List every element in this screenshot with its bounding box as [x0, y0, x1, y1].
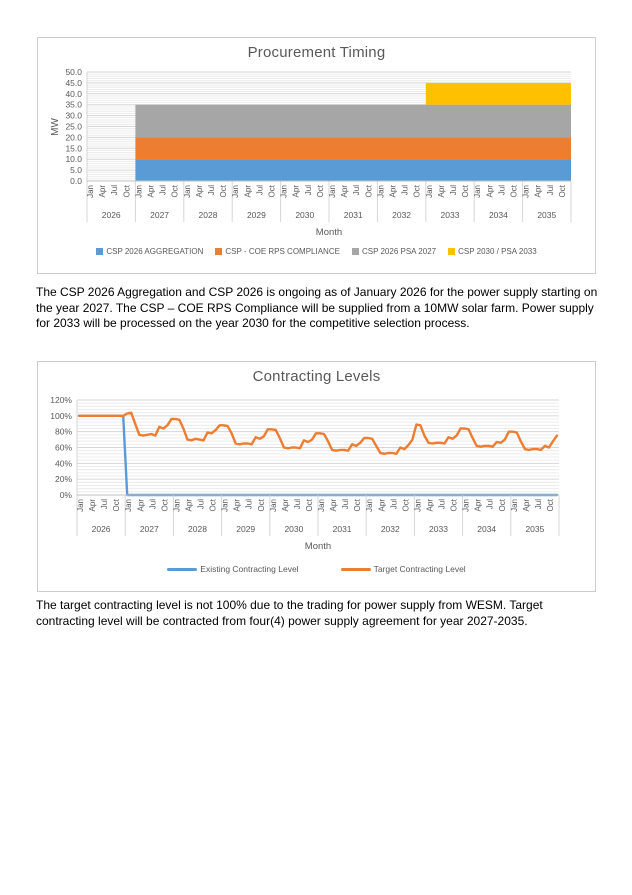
- svg-text:2034: 2034: [488, 210, 508, 220]
- svg-text:0.0: 0.0: [70, 176, 82, 186]
- svg-text:Apr: Apr: [88, 499, 98, 512]
- legend-swatch: [352, 248, 359, 255]
- svg-text:Apr: Apr: [146, 185, 156, 198]
- svg-text:45.0: 45.0: [65, 77, 82, 88]
- svg-text:Apr: Apr: [194, 185, 204, 198]
- svg-text:Apr: Apr: [98, 185, 108, 198]
- legend-label: CSP - COE RPS COMPLIANCE: [225, 247, 340, 256]
- legend-swatch: [448, 248, 455, 255]
- svg-text:Oct: Oct: [208, 499, 218, 512]
- legend-item: [352, 247, 436, 256]
- svg-text:2033: 2033: [440, 210, 460, 220]
- svg-text:35.0: 35.0: [65, 99, 82, 110]
- svg-text:Apr: Apr: [425, 499, 435, 512]
- svg-text:Jan: Jan: [509, 499, 519, 512]
- svg-text:Oct: Oct: [267, 185, 277, 198]
- svg-text:2034: 2034: [477, 524, 497, 534]
- legend-item: [215, 247, 340, 256]
- legend-swatch: [96, 248, 103, 255]
- procurement-caption: The CSP 2026 Aggregation and CSP 2026 is ongoing as of January 2026 for the power supply starting on the year 2027. The CSP – COE RPS Compliance will be supplied from a 10MW solar farm. Power supply for 2033 will be processed on the year 2030 for the competitive selection process.: [36, 285, 598, 331]
- svg-text:Jan: Jan: [376, 185, 386, 198]
- svg-text:Oct: Oct: [546, 499, 555, 512]
- svg-text:2035: 2035: [525, 524, 545, 534]
- svg-text:Jul: Jul: [485, 499, 495, 510]
- svg-text:Jan: Jan: [182, 185, 192, 198]
- svg-text:Month: Month: [315, 227, 343, 238]
- svg-text:40.0: 40.0: [65, 88, 82, 99]
- svg-text:Month: Month: [304, 541, 332, 552]
- contracting-levels-title: Contracting Levels: [252, 368, 381, 385]
- legend-swatch: [215, 248, 222, 255]
- svg-text:Apr: Apr: [436, 185, 446, 198]
- legend-swatch: [341, 568, 371, 571]
- svg-text:Apr: Apr: [184, 499, 194, 512]
- svg-text:Jan: Jan: [76, 499, 85, 512]
- svg-text:Jul: Jul: [497, 185, 507, 196]
- svg-text:Jan: Jan: [424, 185, 434, 198]
- legend-label: CSP 2026 AGGREGATION: [106, 247, 204, 256]
- svg-text:80%: 80%: [54, 426, 72, 437]
- svg-text:Apr: Apr: [377, 499, 387, 512]
- svg-text:2029: 2029: [246, 210, 266, 220]
- contracting-levels-chart: [37, 361, 596, 592]
- svg-text:Oct: Oct: [315, 185, 325, 198]
- svg-text:Oct: Oct: [509, 185, 519, 198]
- contracting-caption: The target contracting level is not 100% due to the trading for power supply from WESM. Target contracting level will be contracted from four(4) power supply agreement for year 2027-2035.: [36, 598, 543, 628]
- legend-item: [167, 564, 298, 574]
- svg-text:Jul: Jul: [244, 499, 254, 510]
- svg-text:2026: 2026: [101, 210, 121, 220]
- svg-text:Jan: Jan: [279, 185, 289, 198]
- svg-text:Jan: Jan: [231, 185, 241, 198]
- svg-text:20.0: 20.0: [65, 132, 82, 143]
- svg-text:Jul: Jul: [400, 185, 410, 196]
- legend-item: [448, 247, 537, 256]
- svg-text:40%: 40%: [54, 458, 72, 469]
- svg-text:Apr: Apr: [533, 185, 543, 198]
- svg-text:15.0: 15.0: [65, 143, 82, 154]
- svg-text:0%: 0%: [59, 490, 72, 500]
- svg-text:Jul: Jul: [352, 185, 362, 196]
- svg-text:Apr: Apr: [473, 499, 483, 512]
- legend-label: CSP 2030 / PSA 2033: [458, 247, 537, 256]
- svg-text:Jul: Jul: [255, 185, 265, 196]
- contracting-levels-plot: [38, 362, 593, 559]
- svg-text:Oct: Oct: [122, 185, 132, 198]
- svg-text:Jul: Jul: [207, 185, 216, 196]
- svg-text:2028: 2028: [198, 210, 218, 220]
- svg-text:Jan: Jan: [328, 185, 337, 198]
- svg-text:2030: 2030: [295, 210, 315, 220]
- svg-text:5.0: 5.0: [70, 165, 82, 176]
- svg-text:Oct: Oct: [557, 185, 567, 198]
- svg-text:Apr: Apr: [291, 185, 301, 198]
- svg-text:25.0: 25.0: [65, 121, 82, 132]
- procurement-timing-legend: [38, 247, 595, 256]
- svg-text:Jul: Jul: [545, 185, 555, 196]
- legend-item: [341, 564, 466, 574]
- legend-label: CSP 2026 PSA 2027: [361, 247, 437, 256]
- svg-text:2029: 2029: [236, 524, 256, 534]
- svg-text:100%: 100%: [50, 410, 72, 421]
- svg-text:Oct: Oct: [353, 499, 363, 512]
- svg-text:Jul: Jul: [148, 499, 158, 510]
- legend-swatch: [167, 568, 197, 571]
- svg-text:Jul: Jul: [437, 499, 447, 510]
- svg-text:20%: 20%: [54, 474, 72, 485]
- svg-text:Oct: Oct: [497, 499, 507, 512]
- svg-text:2032: 2032: [380, 524, 400, 534]
- svg-text:Jul: Jul: [389, 499, 399, 510]
- svg-text:Apr: Apr: [340, 185, 350, 198]
- svg-text:Apr: Apr: [388, 185, 398, 198]
- svg-text:Oct: Oct: [305, 499, 314, 512]
- procurement-timing-title: Procurement Timing: [247, 44, 386, 61]
- svg-text:Jul: Jul: [303, 185, 313, 196]
- svg-text:Jan: Jan: [268, 499, 278, 512]
- svg-text:Apr: Apr: [232, 499, 242, 512]
- svg-text:Oct: Oct: [219, 185, 229, 198]
- svg-text:Apr: Apr: [280, 499, 290, 512]
- svg-text:Jan: Jan: [220, 499, 230, 512]
- svg-text:Oct: Oct: [401, 499, 411, 512]
- contracting-levels-legend: [38, 564, 595, 574]
- svg-text:2031: 2031: [332, 524, 352, 534]
- svg-text:50.0: 50.0: [65, 67, 82, 77]
- svg-text:30.0: 30.0: [65, 110, 82, 121]
- svg-text:Jan: Jan: [521, 185, 531, 198]
- svg-text:Jan: Jan: [413, 499, 423, 512]
- svg-text:2027: 2027: [139, 524, 159, 534]
- svg-text:Oct: Oct: [449, 499, 459, 512]
- svg-text:Jan: Jan: [461, 499, 471, 512]
- svg-text:Jan: Jan: [473, 185, 483, 198]
- svg-text:Oct: Oct: [112, 499, 122, 512]
- svg-text:Jul: Jul: [533, 499, 543, 510]
- svg-text:Jan: Jan: [124, 499, 134, 512]
- svg-text:Oct: Oct: [160, 499, 170, 512]
- svg-text:Apr: Apr: [243, 185, 253, 198]
- svg-text:Jul: Jul: [100, 499, 110, 510]
- svg-text:120%: 120%: [50, 395, 72, 405]
- svg-text:Apr: Apr: [485, 185, 495, 198]
- svg-text:Oct: Oct: [170, 185, 180, 198]
- svg-text:2028: 2028: [188, 524, 207, 534]
- svg-text:2031: 2031: [343, 210, 363, 220]
- svg-text:Jan: Jan: [365, 499, 375, 512]
- legend-label: Existing Contracting Level: [200, 564, 299, 574]
- svg-text:Oct: Oct: [461, 185, 471, 198]
- svg-text:Jan: Jan: [134, 185, 144, 198]
- procurement-timing-plot: [38, 38, 593, 243]
- svg-text:2027: 2027: [150, 210, 170, 220]
- svg-text:Jul: Jul: [196, 499, 206, 510]
- svg-text:60%: 60%: [54, 442, 72, 453]
- svg-text:Jul: Jul: [292, 499, 302, 510]
- svg-text:2030: 2030: [284, 524, 304, 534]
- svg-text:Oct: Oct: [364, 185, 374, 198]
- svg-text:2035: 2035: [537, 210, 557, 220]
- legend-label: Target Contracting Level: [373, 564, 466, 574]
- svg-text:Apr: Apr: [136, 499, 146, 512]
- svg-text:Oct: Oct: [256, 499, 266, 512]
- svg-text:2026: 2026: [91, 524, 111, 534]
- svg-text:Jan: Jan: [172, 499, 182, 512]
- svg-text:Jul: Jul: [158, 185, 168, 196]
- svg-text:Oct: Oct: [412, 185, 422, 198]
- svg-text:2033: 2033: [429, 524, 448, 534]
- svg-text:Jul: Jul: [110, 185, 120, 196]
- svg-text:10.0: 10.0: [65, 154, 82, 165]
- svg-text:Jul: Jul: [449, 185, 458, 196]
- svg-text:Jul: Jul: [341, 499, 351, 510]
- svg-text:Apr: Apr: [521, 499, 531, 512]
- procurement-timing-chart: [37, 37, 596, 274]
- legend-item: [96, 247, 203, 256]
- svg-text:Apr: Apr: [329, 499, 339, 512]
- svg-text:Jan: Jan: [317, 499, 326, 512]
- svg-text:MW: MW: [50, 118, 61, 136]
- svg-text:Jan: Jan: [86, 185, 95, 198]
- svg-text:2032: 2032: [392, 210, 412, 220]
